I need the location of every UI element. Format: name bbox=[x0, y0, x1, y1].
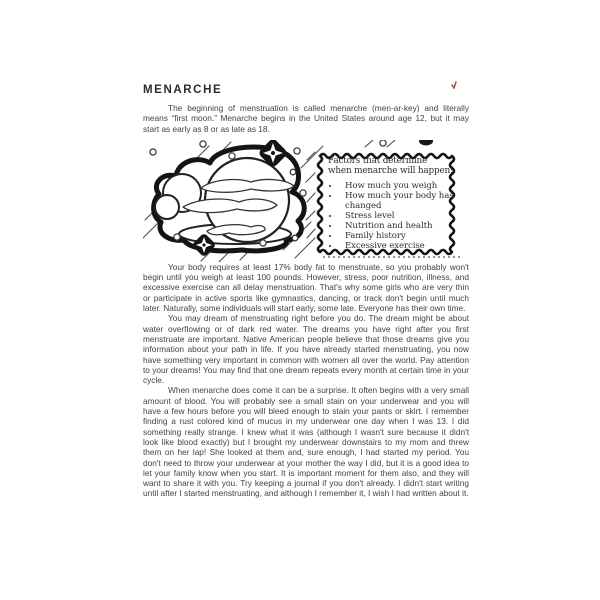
body-paragraph-1: Your body requires at least 17% body fat to menstruate, so you probably won't begin until you weigh at least 100 pounds. However, stress, poor nutrition, illness, and excessive exercise can all delay menstruation. That's why some girls who are very thin or participate in active sports like gymnastics, dancing, or track don't begin until much later. Naturally, some individuals will start early, some late. Everyone has their own time. bbox=[143, 261, 469, 314]
bullet-dot bbox=[329, 195, 331, 197]
bullet-dot bbox=[329, 225, 331, 227]
page-title: MENARCHE bbox=[143, 84, 223, 96]
bullet-dot bbox=[329, 245, 331, 247]
factor-item: How much you weigh bbox=[328, 181, 455, 191]
factor-item: Stress level bbox=[328, 211, 455, 221]
bullet-dot bbox=[329, 185, 331, 187]
intro-paragraph: The beginning of menstruation is called menarche (men-ar-key) and literally means “first moon.” Menarche begins in the United States around age 12, but it may start as early as 8 or as late as 18. bbox=[143, 103, 469, 134]
factor-item: Family history bbox=[328, 231, 455, 241]
body-paragraph-2: You may dream of menstruating right before you do. The dream might be about water overflowing or of dark red water. The dreams you have right after you first menstruate are important. Native American people believe that those dreams give you information about your path in life. If you have already started menstruating, you now have something very important in common with women all over the world. Pay attention to your dreams! You may find that one dream repeats every month at certain time in your cycle. bbox=[143, 313, 469, 386]
cloud-bump bbox=[155, 195, 179, 219]
factor-item: Excessive exercise bbox=[328, 241, 455, 251]
ink-blot bbox=[419, 140, 433, 146]
bullet-dot bbox=[329, 235, 331, 237]
illustration-band bbox=[143, 140, 469, 262]
document-page bbox=[143, 84, 469, 499]
bullet-dot bbox=[329, 215, 331, 217]
factors-list bbox=[328, 181, 455, 251]
factors-title-line1: Factors that determine bbox=[328, 155, 428, 166]
factors-box-content bbox=[315, 148, 463, 251]
factors-box bbox=[315, 148, 463, 256]
factors-title-line2: when menarche will happen: bbox=[328, 165, 453, 176]
factor-item: How much your body has changed bbox=[328, 191, 455, 211]
body-paragraph-3: When menarche does come it can be a surprise. It often begins with a very small amount of blood. You will probably see a small stain on your underwear and you will have a few hours before you will bleed enough to stain your pants or skirt. I remember finding a rust colored kind of mucus in my underwear one day when I was 13. I did something really strange. I knew what it was (although I wasn't sure because it didn't look like blood exactly) but I brought my underwear downstairs to my mom and threw them on her lap! She looked at them and, sure enough, I had started my period. You don't need to throw your underwear at your mother the way I did, but it is a good idea to let your family know when you start. It is important moment for them also, and they will want to share it with you. Try keeping a journal if you don't already. I didn't start writing until after I started menstruating, and although I remember it, I wish I had written about it. bbox=[143, 385, 469, 499]
factor-item: Nutrition and health bbox=[328, 221, 455, 231]
factors-box-title bbox=[328, 156, 455, 176]
red-check-mark bbox=[451, 81, 457, 89]
